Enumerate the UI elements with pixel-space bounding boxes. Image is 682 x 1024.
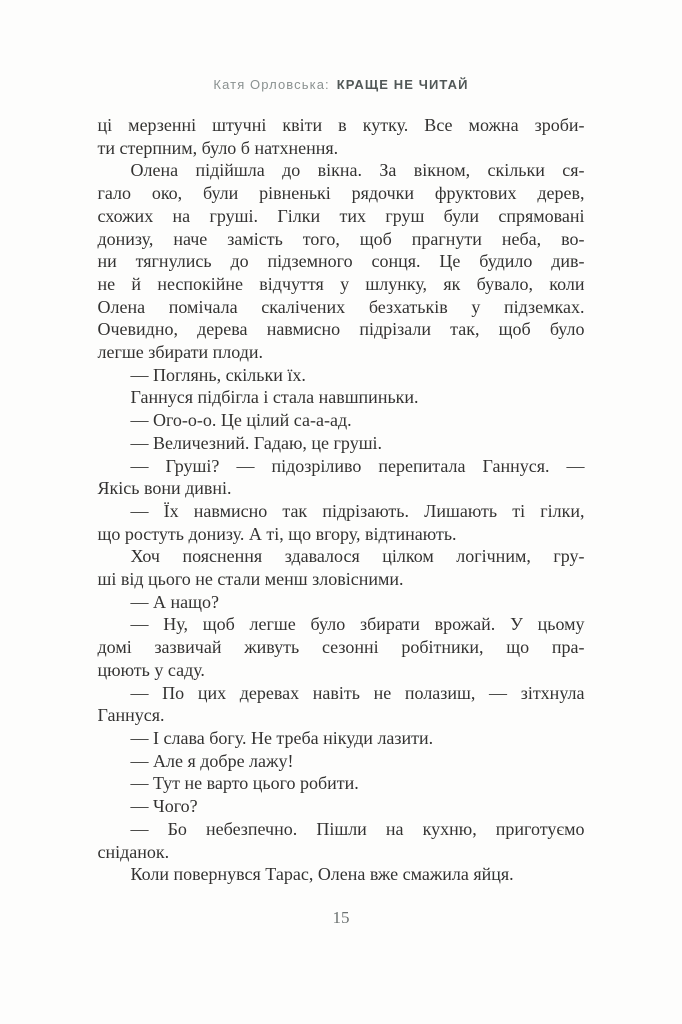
text-line: — По цих деревах навіть не полазиш, — зітхнула [130, 682, 585, 703]
text-line: ці мерзенні штучні квіти в кутку. Все можна зроби- [97, 115, 585, 135]
paragraph [98, 545, 585, 590]
text-line: гало око, були рівненькі рядочки фруктових дерев, [97, 183, 585, 204]
text-line: — І слава богу. Не треба нікуди лазити. [130, 727, 434, 748]
text-line: Олена помічала скалічених безхатьків у підземках. [97, 296, 585, 317]
text-line: — Поглянь, скільки їх. [130, 364, 306, 385]
text-line: — Груші? — підозріливо перепитала Ганнуся. — [130, 455, 585, 476]
text-line: ші від цього не стали менш зловісними. [97, 569, 404, 590]
text-line: Очевидно, дерева навмисно підрізали так, щоб було [97, 319, 585, 340]
text-line: — Бо небезпечно. Пішли на кухню, приготуємо [130, 818, 585, 839]
text-line: схожих на груші. Гілки тих груш були спрямовані [97, 205, 585, 226]
paragraph [98, 500, 585, 545]
text-line: Ганнуся. [97, 705, 165, 726]
text-line: Олена підійшла до вікна. За вікном, скільки ся- [130, 160, 585, 181]
text-line: Ганнуся підбігла і стала навшпиньки. [130, 387, 419, 408]
paragraph [98, 432, 585, 455]
paragraph [98, 795, 585, 818]
paragraph [98, 682, 585, 727]
header-title: КРАЩЕ НЕ ЧИТАЙ [336, 77, 469, 92]
page-text [98, 114, 585, 886]
text-line: — Їх навмисно так підрізають. Лишають ті гілки, [130, 500, 585, 521]
running-header [0, 76, 682, 94]
paragraph [98, 613, 585, 681]
paragraph [98, 772, 585, 795]
paragraph [98, 409, 585, 432]
text-line: Якісь вони дивні. [97, 478, 232, 499]
paragraph [98, 750, 585, 773]
paragraph [98, 818, 585, 863]
text-line: не й неспокійне відчуття у шлунку, як бувало, коли [97, 273, 585, 294]
text-line: легше збирати плоди. [97, 342, 264, 363]
text-line: домі зазвичай живуть сезонні робітники, що пра- [97, 637, 585, 658]
text-line: — Величезний. Гадаю, це груші. [130, 432, 383, 453]
paragraph [98, 863, 585, 886]
text-line: цюють у саду. [97, 659, 205, 680]
text-line: — Але я добре лажу! [130, 750, 294, 771]
paragraph [98, 364, 585, 387]
page-number: 15 [332, 907, 350, 927]
text-line: — Чого? [130, 796, 198, 817]
text-line: — А нащо? [130, 591, 219, 612]
paragraph [98, 159, 585, 363]
paragraph [98, 727, 585, 750]
text-line: Коли повернувся Тарас, Олена вже смажила яйця. [130, 864, 514, 885]
paragraph [98, 114, 585, 159]
text-line: сніданок. [97, 841, 170, 862]
text-line: що ростуть донизу. А ті, що вгору, відтинають. [97, 523, 457, 544]
paragraph [98, 591, 585, 614]
text-line: донизу, наче замість того, щоб прагнути неба, во- [97, 228, 585, 249]
text-line: ти стерпним, було б натхнення. [97, 137, 339, 158]
header-author: Катя Орловська: [213, 77, 330, 92]
text-line: — Ого-о-о. Це цілий са-а-ад. [130, 410, 352, 431]
paragraph [98, 455, 585, 500]
text-line: — Ну, щоб легше було збирати врожай. У цьому [130, 614, 585, 635]
text-line: — Тут не варто цього робити. [130, 773, 359, 794]
text-line: Хоч пояснення здавалося цілком логічним, гру- [130, 546, 585, 567]
text-line: ни тягнулись до підземного сонця. Це будило див- [97, 251, 585, 272]
paragraph [98, 386, 585, 409]
